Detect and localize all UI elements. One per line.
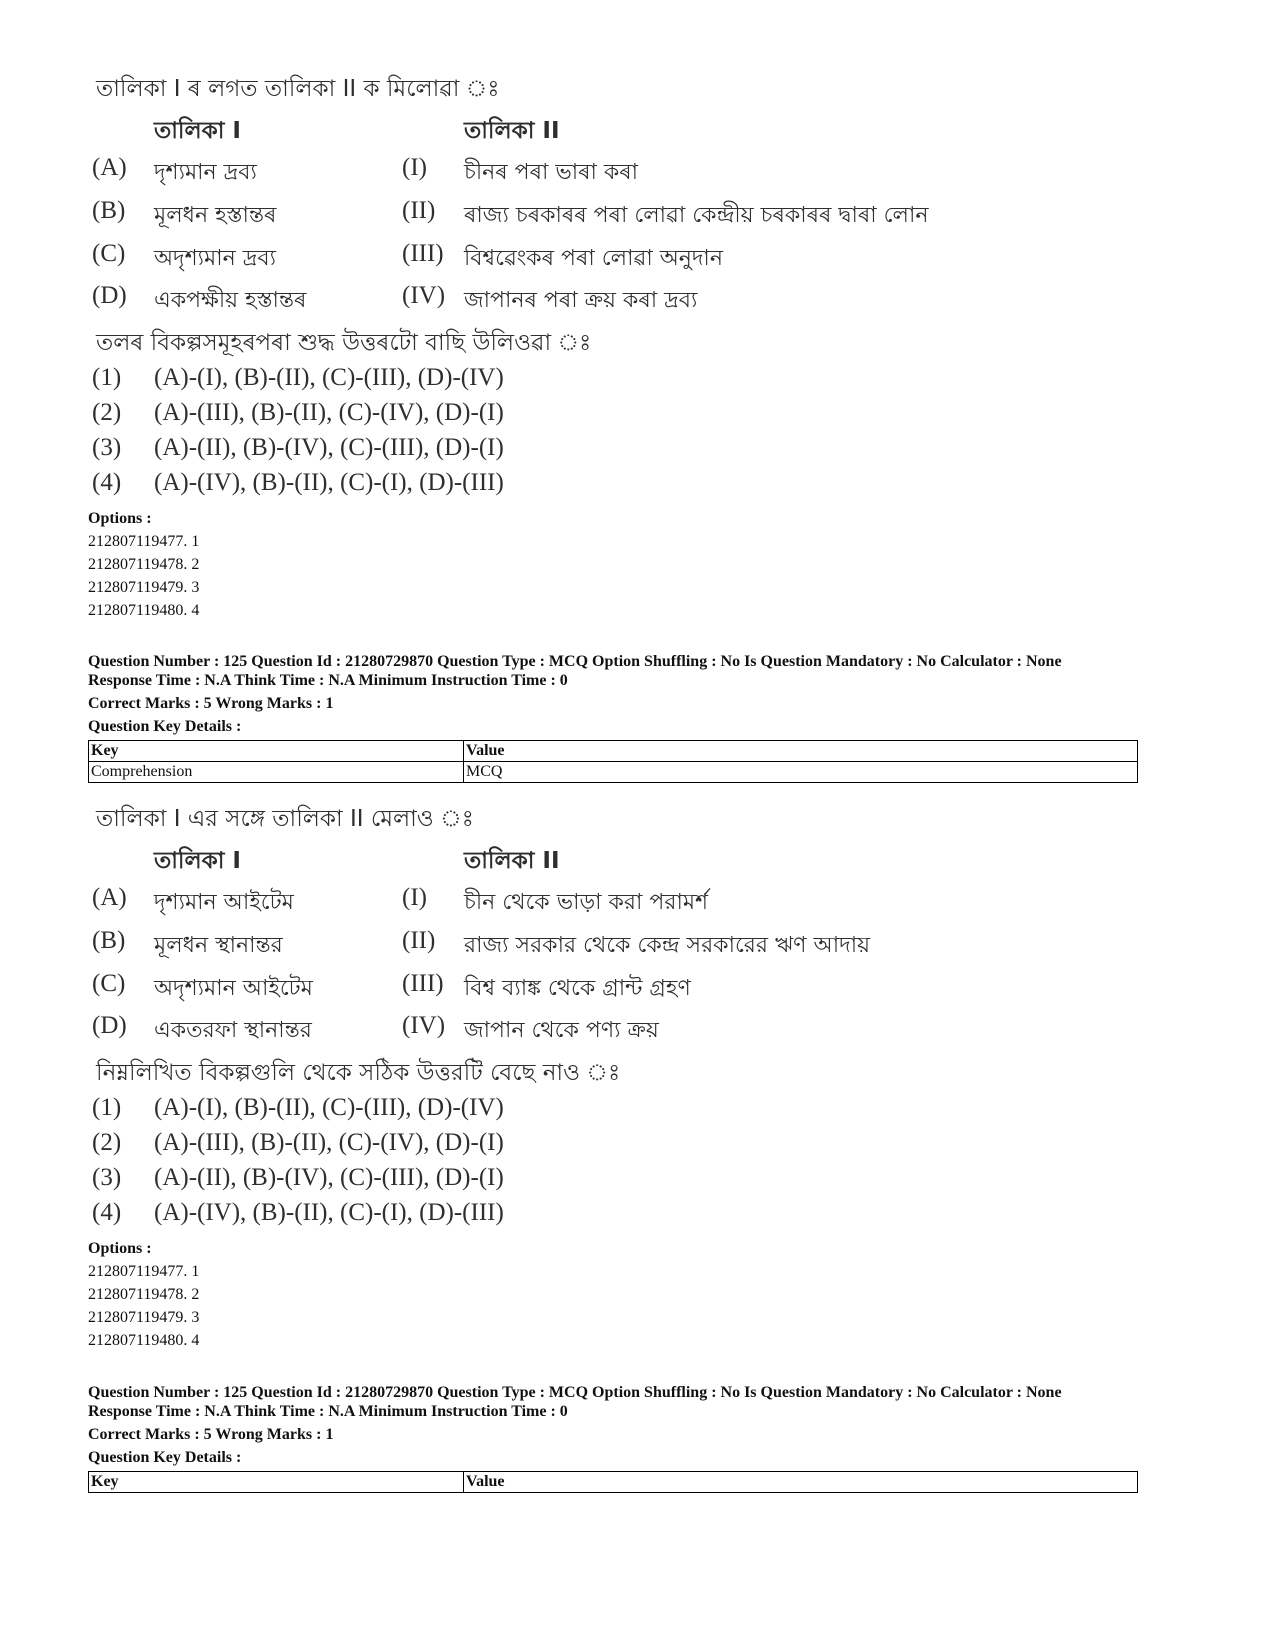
list-2-item: রাজ্য সরকার থেকে কেন্দ্র সরকারের ঋণ আদায় [464, 933, 871, 958]
question-image-bengali [88, 792, 988, 1237]
row-number: (IV) [402, 1012, 446, 1039]
option-item: 212807119478. 2 [88, 1286, 200, 1303]
option-item: 212807119478. 2 [88, 556, 200, 573]
key-details-table [88, 1471, 1138, 1493]
choice-number: (1) [92, 364, 122, 391]
list-2-item: জাপানৰ পৰা ক্ৰয় কৰা দ্ৰব্য [464, 288, 698, 313]
list-1-item: মূলধন স্থানান্তর [154, 933, 283, 958]
choice-number: (2) [92, 1129, 122, 1156]
list-1-item: দৃশ্যমান দ্ৰব্য [154, 160, 257, 185]
list-1-item: মূলধন হস্তান্তৰ [154, 203, 277, 228]
choice-number: (4) [92, 469, 122, 496]
choice-text: (A)-(I), (B)-(II), (C)-(III), (D)-(IV) [154, 364, 504, 391]
choice-number: (1) [92, 1094, 122, 1121]
question-meta-line: Response Time : N.A Think Time : N.A Minimum Instruction Time : 0 [88, 1403, 568, 1420]
option-item: 212807119479. 3 [88, 1309, 200, 1326]
row-number: (IV) [402, 282, 446, 309]
list-2-item: চীনৰ পৰা ভাৰা কৰা [464, 160, 639, 185]
list-2-item: বিশ্বৱেংকৰ পৰা লোৱা অনুদান [464, 246, 723, 271]
choice-text: (A)-(I), (B)-(II), (C)-(III), (D)-(IV) [154, 1094, 504, 1121]
marks-line: Correct Marks : 5 Wrong Marks : 1 [88, 1426, 334, 1443]
choice-text: (A)-(IV), (B)-(II), (C)-(I), (D)-(III) [154, 1199, 504, 1226]
question-instruction: তলৰ বিকল্পসমূহৰপৰা শুদ্ধ উত্তৰটো বাছি উলিওৱা ঃ [96, 330, 592, 356]
question-instruction: নিম্নলিখিত বিকল্পগুলি থেকে সঠিক উত্তরটি বেছে নাও ঃ [96, 1060, 621, 1086]
question-image-assamese [88, 62, 988, 507]
option-item: 212807119480. 4 [88, 602, 200, 619]
list-2-item: জাপান থেকে পণ্য ক্রয় [464, 1018, 659, 1043]
options-label: Options : [88, 510, 152, 527]
row-label: (D) [92, 1012, 127, 1039]
list-2-item: বিশ্ব ব্যাঙ্ক থেকে গ্রান্ট গ্রহণ [464, 976, 691, 1001]
row-label: (A) [92, 154, 127, 181]
key-details-label: Question Key Details : [88, 1449, 242, 1466]
list-1-item: অদৃশ্যমান দ্ৰব্য [154, 246, 276, 271]
key-details-label: Question Key Details : [88, 718, 242, 735]
row-number: (I) [402, 154, 427, 181]
choice-text: (A)-(II), (B)-(IV), (C)-(III), (D)-(I) [154, 1164, 504, 1191]
row-number: (III) [402, 970, 444, 997]
question-title: তালিকা I ৰ লগত তালিকা II ক মিলোৱা ঃ [96, 76, 500, 102]
table-header-row [89, 1472, 1138, 1493]
marks-line: Correct Marks : 5 Wrong Marks : 1 [88, 695, 334, 712]
row-label: (A) [92, 884, 127, 911]
list-1-heading: তালিকা I [154, 848, 241, 874]
option-item: 212807119480. 4 [88, 1332, 200, 1349]
choice-number: (2) [92, 399, 122, 426]
table-header-key: Key [89, 741, 464, 762]
table-header-row [89, 741, 1138, 762]
option-item: 212807119477. 1 [88, 1263, 200, 1280]
list-1-item: একপক্ষীয় হস্তান্তৰ [154, 288, 307, 313]
row-label: (C) [92, 970, 126, 997]
list-2-item: চীন থেকে ভাড়া করা পরামর্শ [464, 890, 709, 915]
table-header-key: Key [89, 1472, 464, 1493]
row-number: (II) [402, 927, 436, 954]
row-label: (D) [92, 282, 127, 309]
list-2-heading: তালিকা II [464, 848, 560, 874]
key-details-table [88, 740, 1138, 783]
row-number: (I) [402, 884, 427, 911]
row-label: (B) [92, 197, 126, 224]
choice-number: (3) [92, 434, 122, 461]
table-header-value: Value [464, 1472, 1138, 1493]
choice-text: (A)-(III), (B)-(II), (C)-(IV), (D)-(I) [154, 399, 504, 426]
row-label: (C) [92, 240, 126, 267]
choice-text: (A)-(II), (B)-(IV), (C)-(III), (D)-(I) [154, 434, 504, 461]
list-1-item: একতরফা স্থানান্তর [154, 1018, 312, 1043]
question-meta-line: Response Time : N.A Think Time : N.A Minimum Instruction Time : 0 [88, 672, 568, 689]
list-2-heading: তালিকা II [464, 118, 560, 144]
choice-number: (4) [92, 1199, 122, 1226]
table-header-value: Value [464, 741, 1138, 762]
table-row [89, 762, 1138, 783]
option-item: 212807119479. 3 [88, 579, 200, 596]
list-1-item: অদৃশ্যমান আইটেম [154, 976, 313, 1001]
option-item: 212807119477. 1 [88, 533, 200, 550]
row-label: (B) [92, 927, 126, 954]
table-cell-key: Comprehension [89, 762, 464, 783]
question-meta-line: Question Number : 125 Question Id : 21280729870 Question Type : MCQ Option Shuffling : No Is Question Mandatory : No Calculator : None [88, 1384, 1062, 1401]
options-label: Options : [88, 1240, 152, 1257]
list-1-heading: তালিকা I [154, 118, 241, 144]
list-2-item: ৰাজ্য চৰকাৰৰ পৰা লোৱা কেন্দ্ৰীয় চৰকাৰৰ দ্বাৰা লোন [464, 203, 929, 228]
row-number: (III) [402, 240, 444, 267]
list-1-item: দৃশ্যমান আইটেম [154, 890, 294, 915]
table-cell-value: MCQ [464, 762, 1138, 783]
question-meta-line: Question Number : 125 Question Id : 21280729870 Question Type : MCQ Option Shuffling : No Is Question Mandatory : No Calculator : None [88, 653, 1062, 670]
row-number: (II) [402, 197, 436, 224]
question-title: তালিকা I এর সঙ্গে তালিকা II মেলাও ঃ [96, 806, 474, 832]
choice-number: (3) [92, 1164, 122, 1191]
choice-text: (A)-(IV), (B)-(II), (C)-(I), (D)-(III) [154, 469, 504, 496]
choice-text: (A)-(III), (B)-(II), (C)-(IV), (D)-(I) [154, 1129, 504, 1156]
